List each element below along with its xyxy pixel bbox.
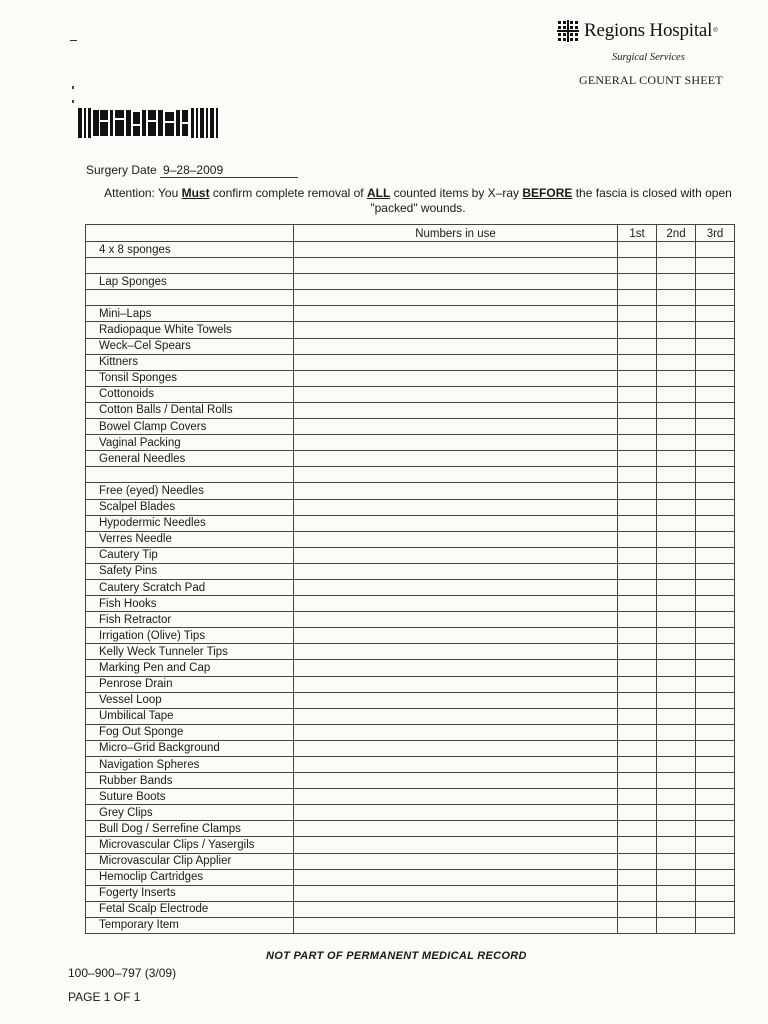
third-count-cell[interactable] bbox=[696, 242, 735, 258]
numbers-in-use-cell[interactable] bbox=[294, 644, 618, 660]
table-row bbox=[86, 660, 735, 676]
item-name: Microvascular Clip Applier bbox=[86, 853, 294, 869]
item-name: Kittners bbox=[86, 354, 294, 370]
numbers-in-use-cell[interactable] bbox=[294, 499, 618, 515]
numbers-in-use-cell[interactable] bbox=[294, 563, 618, 579]
item-name: Verres Needle bbox=[86, 531, 294, 547]
first-count-cell[interactable] bbox=[618, 467, 657, 483]
numbers-in-use-cell[interactable] bbox=[294, 612, 618, 628]
first-count-cell[interactable] bbox=[618, 338, 657, 354]
numbers-in-use-cell[interactable] bbox=[294, 724, 618, 740]
second-count-cell[interactable] bbox=[657, 628, 696, 644]
second-count-cell[interactable] bbox=[657, 547, 696, 563]
item-name bbox=[86, 467, 294, 483]
item-name: Umbilical Tape bbox=[86, 708, 294, 724]
numbers-in-use-cell[interactable] bbox=[294, 676, 618, 692]
first-count-cell[interactable] bbox=[618, 322, 657, 338]
numbers-in-use-cell[interactable] bbox=[294, 531, 618, 547]
table-row bbox=[86, 242, 735, 258]
item-name: Radiopaque White Towels bbox=[86, 322, 294, 338]
numbers-in-use-cell[interactable] bbox=[294, 306, 618, 322]
table-row bbox=[86, 451, 735, 467]
third-count-cell[interactable] bbox=[696, 596, 735, 612]
item-name: Vessel Loop bbox=[86, 692, 294, 708]
hospital-logo bbox=[557, 20, 718, 42]
first-count-cell[interactable] bbox=[618, 708, 657, 724]
table-row bbox=[86, 757, 735, 773]
trademark-symbol: ® bbox=[713, 28, 718, 34]
numbers-in-use-cell[interactable] bbox=[294, 370, 618, 386]
second-count-cell[interactable] bbox=[657, 579, 696, 595]
third-count-cell[interactable] bbox=[696, 789, 735, 805]
numbers-in-use-cell[interactable] bbox=[294, 322, 618, 338]
third-count-cell[interactable] bbox=[696, 917, 735, 933]
item-name: Free (eyed) Needles bbox=[86, 483, 294, 499]
third-count-cell[interactable] bbox=[696, 644, 735, 660]
second-count-cell[interactable] bbox=[657, 596, 696, 612]
second-count-cell[interactable] bbox=[657, 644, 696, 660]
first-count-cell[interactable] bbox=[618, 451, 657, 467]
first-count-cell[interactable] bbox=[618, 435, 657, 451]
second-count-cell[interactable] bbox=[657, 805, 696, 821]
second-count-cell[interactable] bbox=[657, 869, 696, 885]
third-count-cell[interactable] bbox=[696, 612, 735, 628]
first-count-cell[interactable] bbox=[618, 596, 657, 612]
first-count-cell[interactable] bbox=[618, 837, 657, 853]
table-row bbox=[86, 258, 735, 274]
third-count-cell[interactable] bbox=[696, 821, 735, 837]
second-count-cell[interactable] bbox=[657, 692, 696, 708]
table-row bbox=[86, 579, 735, 595]
item-name: Cautery Tip bbox=[86, 547, 294, 563]
numbers-in-use-cell[interactable] bbox=[294, 258, 618, 274]
first-count-cell[interactable] bbox=[618, 515, 657, 531]
item-name: Fish Hooks bbox=[86, 596, 294, 612]
numbers-in-use-cell[interactable] bbox=[294, 885, 618, 901]
table-row bbox=[86, 708, 735, 724]
third-count-cell[interactable] bbox=[696, 692, 735, 708]
second-count-cell[interactable] bbox=[657, 274, 696, 290]
numbers-in-use-cell[interactable] bbox=[294, 773, 618, 789]
item-name: Cottonoids bbox=[86, 386, 294, 402]
page-number: PAGE 1 OF 1 bbox=[68, 990, 141, 1004]
table-row bbox=[86, 515, 735, 531]
third-count-cell[interactable] bbox=[696, 386, 735, 402]
third-count-cell[interactable] bbox=[696, 499, 735, 515]
numbers-in-use-cell[interactable] bbox=[294, 853, 618, 869]
numbers-in-use-cell[interactable] bbox=[294, 547, 618, 563]
second-count-cell[interactable] bbox=[657, 515, 696, 531]
table-row bbox=[86, 612, 735, 628]
third-count-cell[interactable] bbox=[696, 885, 735, 901]
table-row bbox=[86, 837, 735, 853]
table-row bbox=[86, 789, 735, 805]
numbers-in-use-cell[interactable] bbox=[294, 789, 618, 805]
third-count-cell[interactable] bbox=[696, 837, 735, 853]
item-name: Tonsil Sponges bbox=[86, 370, 294, 386]
item-name: General Needles bbox=[86, 451, 294, 467]
item-name: Safety Pins bbox=[86, 563, 294, 579]
surgery-date bbox=[86, 163, 298, 178]
numbers-in-use-cell[interactable] bbox=[294, 386, 618, 402]
first-count-cell[interactable] bbox=[618, 274, 657, 290]
numbers-in-use-cell[interactable] bbox=[294, 402, 618, 418]
numbers-in-use-cell[interactable] bbox=[294, 467, 618, 483]
first-count-cell[interactable] bbox=[618, 821, 657, 837]
second-count-cell[interactable] bbox=[657, 821, 696, 837]
header-third-count: 3rd bbox=[696, 225, 735, 242]
second-count-cell[interactable] bbox=[657, 531, 696, 547]
third-count-cell[interactable] bbox=[696, 451, 735, 467]
item-name: Vaginal Packing bbox=[86, 435, 294, 451]
table-row bbox=[86, 773, 735, 789]
first-count-cell[interactable] bbox=[618, 644, 657, 660]
first-count-cell[interactable] bbox=[618, 354, 657, 370]
attention-must: Must bbox=[181, 186, 210, 200]
third-count-cell[interactable] bbox=[696, 724, 735, 740]
item-name: 4 x 8 sponges bbox=[86, 242, 294, 258]
second-count-cell[interactable] bbox=[657, 757, 696, 773]
third-count-cell[interactable] bbox=[696, 708, 735, 724]
item-name: Scalpel Blades bbox=[86, 499, 294, 515]
numbers-in-use-cell[interactable] bbox=[294, 419, 618, 435]
item-name: Irrigation (Olive) Tips bbox=[86, 628, 294, 644]
table-row bbox=[86, 853, 735, 869]
third-count-cell[interactable] bbox=[696, 290, 735, 306]
first-count-cell[interactable] bbox=[618, 869, 657, 885]
numbers-in-use-cell[interactable] bbox=[294, 290, 618, 306]
third-count-cell[interactable] bbox=[696, 370, 735, 386]
item-name bbox=[86, 258, 294, 274]
item-name: Temporary Item bbox=[86, 917, 294, 933]
attention-prefix: Attention: You bbox=[104, 186, 182, 200]
second-count-cell[interactable] bbox=[657, 354, 696, 370]
table-row bbox=[86, 483, 735, 499]
second-count-cell[interactable] bbox=[657, 419, 696, 435]
table-row bbox=[86, 821, 735, 837]
second-count-cell[interactable] bbox=[657, 917, 696, 933]
table-row bbox=[86, 499, 735, 515]
second-count-cell[interactable] bbox=[657, 483, 696, 499]
third-count-cell[interactable] bbox=[696, 515, 735, 531]
second-count-cell[interactable] bbox=[657, 789, 696, 805]
second-count-cell[interactable] bbox=[657, 242, 696, 258]
third-count-cell[interactable] bbox=[696, 676, 735, 692]
first-count-cell[interactable] bbox=[618, 692, 657, 708]
hospital-name: Regions Hospital bbox=[584, 20, 713, 41]
first-count-cell[interactable] bbox=[618, 917, 657, 933]
numbers-in-use-cell[interactable] bbox=[294, 579, 618, 595]
table-row bbox=[86, 885, 735, 901]
third-count-cell[interactable] bbox=[696, 547, 735, 563]
item-name: Rubber Bands bbox=[86, 773, 294, 789]
item-name: Fogerty Inserts bbox=[86, 885, 294, 901]
numbers-in-use-cell[interactable] bbox=[294, 354, 618, 370]
third-count-cell[interactable] bbox=[696, 901, 735, 917]
table-row bbox=[86, 805, 735, 821]
third-count-cell[interactable] bbox=[696, 419, 735, 435]
table-row bbox=[86, 419, 735, 435]
second-count-cell[interactable] bbox=[657, 338, 696, 354]
table-row bbox=[86, 692, 735, 708]
item-name: Hemoclip Cartridges bbox=[86, 869, 294, 885]
second-count-cell[interactable] bbox=[657, 853, 696, 869]
second-count-cell[interactable] bbox=[657, 563, 696, 579]
first-count-cell[interactable] bbox=[618, 547, 657, 563]
table-row bbox=[86, 386, 735, 402]
second-count-cell[interactable] bbox=[657, 773, 696, 789]
third-count-cell[interactable] bbox=[696, 322, 735, 338]
third-count-cell[interactable] bbox=[696, 853, 735, 869]
second-count-cell[interactable] bbox=[657, 612, 696, 628]
table-row bbox=[86, 547, 735, 563]
item-name: Weck–Cel Spears bbox=[86, 338, 294, 354]
first-count-cell[interactable] bbox=[618, 290, 657, 306]
item-name: Bull Dog / Serrefine Clamps bbox=[86, 821, 294, 837]
item-name: Bowel Clamp Covers bbox=[86, 419, 294, 435]
numbers-in-use-cell[interactable] bbox=[294, 435, 618, 451]
attention-before: BEFORE bbox=[522, 186, 573, 200]
first-count-cell[interactable] bbox=[618, 579, 657, 595]
table-row bbox=[86, 917, 735, 933]
second-count-cell[interactable] bbox=[657, 660, 696, 676]
attention-mid1: confirm complete removal of bbox=[209, 186, 367, 200]
second-count-cell[interactable] bbox=[657, 676, 696, 692]
third-count-cell[interactable] bbox=[696, 467, 735, 483]
first-count-cell[interactable] bbox=[618, 853, 657, 869]
second-count-cell[interactable] bbox=[657, 435, 696, 451]
numbers-in-use-cell[interactable] bbox=[294, 837, 618, 853]
numbers-in-use-cell[interactable] bbox=[294, 757, 618, 773]
item-name: Micro–Grid Background bbox=[86, 740, 294, 756]
header-first-count: 1st bbox=[618, 225, 657, 242]
table-row bbox=[86, 306, 735, 322]
table-row bbox=[86, 354, 735, 370]
table-row bbox=[86, 274, 735, 290]
table-row bbox=[86, 322, 735, 338]
regions-logo-icon bbox=[557, 20, 579, 42]
surgery-date-value[interactable]: 9–28–2009 bbox=[160, 164, 298, 178]
table-row bbox=[86, 901, 735, 917]
item-name bbox=[86, 290, 294, 306]
first-count-cell[interactable] bbox=[618, 805, 657, 821]
table-row bbox=[86, 402, 735, 418]
numbers-in-use-cell[interactable] bbox=[294, 596, 618, 612]
first-count-cell[interactable] bbox=[618, 612, 657, 628]
surgery-date-label: Surgery Date bbox=[86, 163, 157, 177]
first-count-cell[interactable] bbox=[618, 660, 657, 676]
table-row bbox=[86, 676, 735, 692]
first-count-cell[interactable] bbox=[618, 386, 657, 402]
third-count-cell[interactable] bbox=[696, 773, 735, 789]
numbers-in-use-cell[interactable] bbox=[294, 242, 618, 258]
item-name: Microvascular Clips / Yasergils bbox=[86, 837, 294, 853]
header-second-count: 2nd bbox=[657, 225, 696, 242]
item-name: Penrose Drain bbox=[86, 676, 294, 692]
second-count-cell[interactable] bbox=[657, 290, 696, 306]
numbers-in-use-cell[interactable] bbox=[294, 708, 618, 724]
item-name: Kelly Weck Tunneler Tips bbox=[86, 644, 294, 660]
numbers-in-use-cell[interactable] bbox=[294, 901, 618, 917]
third-count-cell[interactable] bbox=[696, 306, 735, 322]
item-name: Mini–Laps bbox=[86, 306, 294, 322]
second-count-cell[interactable] bbox=[657, 708, 696, 724]
second-count-cell[interactable] bbox=[657, 306, 696, 322]
second-count-cell[interactable] bbox=[657, 322, 696, 338]
header-numbers-in-use: Numbers in use bbox=[294, 225, 618, 242]
numbers-in-use-cell[interactable] bbox=[294, 628, 618, 644]
scan-mark bbox=[70, 40, 77, 41]
second-count-cell[interactable] bbox=[657, 901, 696, 917]
attention-notice bbox=[88, 186, 748, 216]
numbers-in-use-cell[interactable] bbox=[294, 338, 618, 354]
third-count-cell[interactable] bbox=[696, 483, 735, 499]
numbers-in-use-cell[interactable] bbox=[294, 483, 618, 499]
second-count-cell[interactable] bbox=[657, 370, 696, 386]
second-count-cell[interactable] bbox=[657, 467, 696, 483]
first-count-cell[interactable] bbox=[618, 789, 657, 805]
sheet-title: GENERAL COUNT SHEET bbox=[579, 73, 723, 87]
item-name: Marking Pen and Cap bbox=[86, 660, 294, 676]
item-name: Grey Clips bbox=[86, 805, 294, 821]
second-count-cell[interactable] bbox=[657, 740, 696, 756]
first-count-cell[interactable] bbox=[618, 483, 657, 499]
third-count-cell[interactable] bbox=[696, 757, 735, 773]
attention-suffix: the fascia is closed with open "packed" wounds. bbox=[370, 186, 732, 215]
first-count-cell[interactable] bbox=[618, 773, 657, 789]
first-count-cell[interactable] bbox=[618, 885, 657, 901]
first-count-cell[interactable] bbox=[618, 676, 657, 692]
first-count-cell[interactable] bbox=[618, 563, 657, 579]
department-name: Surgical Services bbox=[612, 52, 685, 63]
item-name: Hypodermic Needles bbox=[86, 515, 294, 531]
attention-all: ALL bbox=[366, 186, 391, 200]
second-count-cell[interactable] bbox=[657, 885, 696, 901]
second-count-cell[interactable] bbox=[657, 499, 696, 515]
first-count-cell[interactable] bbox=[618, 258, 657, 274]
first-count-cell[interactable] bbox=[618, 901, 657, 917]
table-row bbox=[86, 338, 735, 354]
numbers-in-use-cell[interactable] bbox=[294, 660, 618, 676]
table-row bbox=[86, 370, 735, 386]
table-row bbox=[86, 724, 735, 740]
third-count-cell[interactable] bbox=[696, 579, 735, 595]
first-count-cell[interactable] bbox=[618, 402, 657, 418]
third-count-cell[interactable] bbox=[696, 660, 735, 676]
second-count-cell[interactable] bbox=[657, 837, 696, 853]
third-count-cell[interactable] bbox=[696, 338, 735, 354]
patient-barcode bbox=[78, 108, 220, 138]
third-count-cell[interactable] bbox=[696, 258, 735, 274]
attention-mid2: counted items by X–ray bbox=[390, 186, 523, 200]
table-row bbox=[86, 628, 735, 644]
first-count-cell[interactable] bbox=[618, 306, 657, 322]
second-count-cell[interactable] bbox=[657, 386, 696, 402]
table-header-row bbox=[86, 225, 735, 242]
third-count-cell[interactable] bbox=[696, 869, 735, 885]
third-count-cell[interactable] bbox=[696, 531, 735, 547]
header-item bbox=[86, 225, 294, 242]
scan-mark bbox=[72, 86, 74, 89]
third-count-cell[interactable] bbox=[696, 402, 735, 418]
third-count-cell[interactable] bbox=[696, 563, 735, 579]
first-count-cell[interactable] bbox=[618, 531, 657, 547]
third-count-cell[interactable] bbox=[696, 805, 735, 821]
table-row bbox=[86, 290, 735, 306]
table-row bbox=[86, 740, 735, 756]
first-count-cell[interactable] bbox=[618, 370, 657, 386]
numbers-in-use-cell[interactable] bbox=[294, 740, 618, 756]
count-table-body bbox=[86, 242, 735, 934]
first-count-cell[interactable] bbox=[618, 242, 657, 258]
table-row bbox=[86, 467, 735, 483]
second-count-cell[interactable] bbox=[657, 402, 696, 418]
table-row bbox=[86, 596, 735, 612]
item-name: Lap Sponges bbox=[86, 274, 294, 290]
second-count-cell[interactable] bbox=[657, 724, 696, 740]
third-count-cell[interactable] bbox=[696, 628, 735, 644]
first-count-cell[interactable] bbox=[618, 757, 657, 773]
table-row bbox=[86, 644, 735, 660]
third-count-cell[interactable] bbox=[696, 274, 735, 290]
third-count-cell[interactable] bbox=[696, 740, 735, 756]
first-count-cell[interactable] bbox=[618, 419, 657, 435]
form-number: 100–900–797 (3/09) bbox=[68, 966, 177, 980]
item-name: Fish Retractor bbox=[86, 612, 294, 628]
numbers-in-use-cell[interactable] bbox=[294, 917, 618, 933]
first-count-cell[interactable] bbox=[618, 628, 657, 644]
first-count-cell[interactable] bbox=[618, 499, 657, 515]
item-name: Suture Boots bbox=[86, 789, 294, 805]
item-name: Fetal Scalp Electrode bbox=[86, 901, 294, 917]
third-count-cell[interactable] bbox=[696, 354, 735, 370]
table-row bbox=[86, 869, 735, 885]
table-row bbox=[86, 435, 735, 451]
scan-mark bbox=[72, 100, 74, 103]
third-count-cell[interactable] bbox=[696, 435, 735, 451]
first-count-cell[interactable] bbox=[618, 724, 657, 740]
table-row bbox=[86, 531, 735, 547]
first-count-cell[interactable] bbox=[618, 740, 657, 756]
second-count-cell[interactable] bbox=[657, 451, 696, 467]
record-disclaimer: NOT PART OF PERMANENT MEDICAL RECORD bbox=[266, 950, 527, 962]
numbers-in-use-cell[interactable] bbox=[294, 274, 618, 290]
numbers-in-use-cell[interactable] bbox=[294, 869, 618, 885]
numbers-in-use-cell[interactable] bbox=[294, 805, 618, 821]
item-name: Fog Out Sponge bbox=[86, 724, 294, 740]
second-count-cell[interactable] bbox=[657, 258, 696, 274]
item-name: Cautery Scratch Pad bbox=[86, 579, 294, 595]
item-name: Cotton Balls / Dental Rolls bbox=[86, 402, 294, 418]
table-row bbox=[86, 563, 735, 579]
item-name: Navigation Spheres bbox=[86, 757, 294, 773]
numbers-in-use-cell[interactable] bbox=[294, 821, 618, 837]
count-table bbox=[85, 224, 735, 934]
numbers-in-use-cell[interactable] bbox=[294, 515, 618, 531]
numbers-in-use-cell[interactable] bbox=[294, 692, 618, 708]
numbers-in-use-cell[interactable] bbox=[294, 451, 618, 467]
